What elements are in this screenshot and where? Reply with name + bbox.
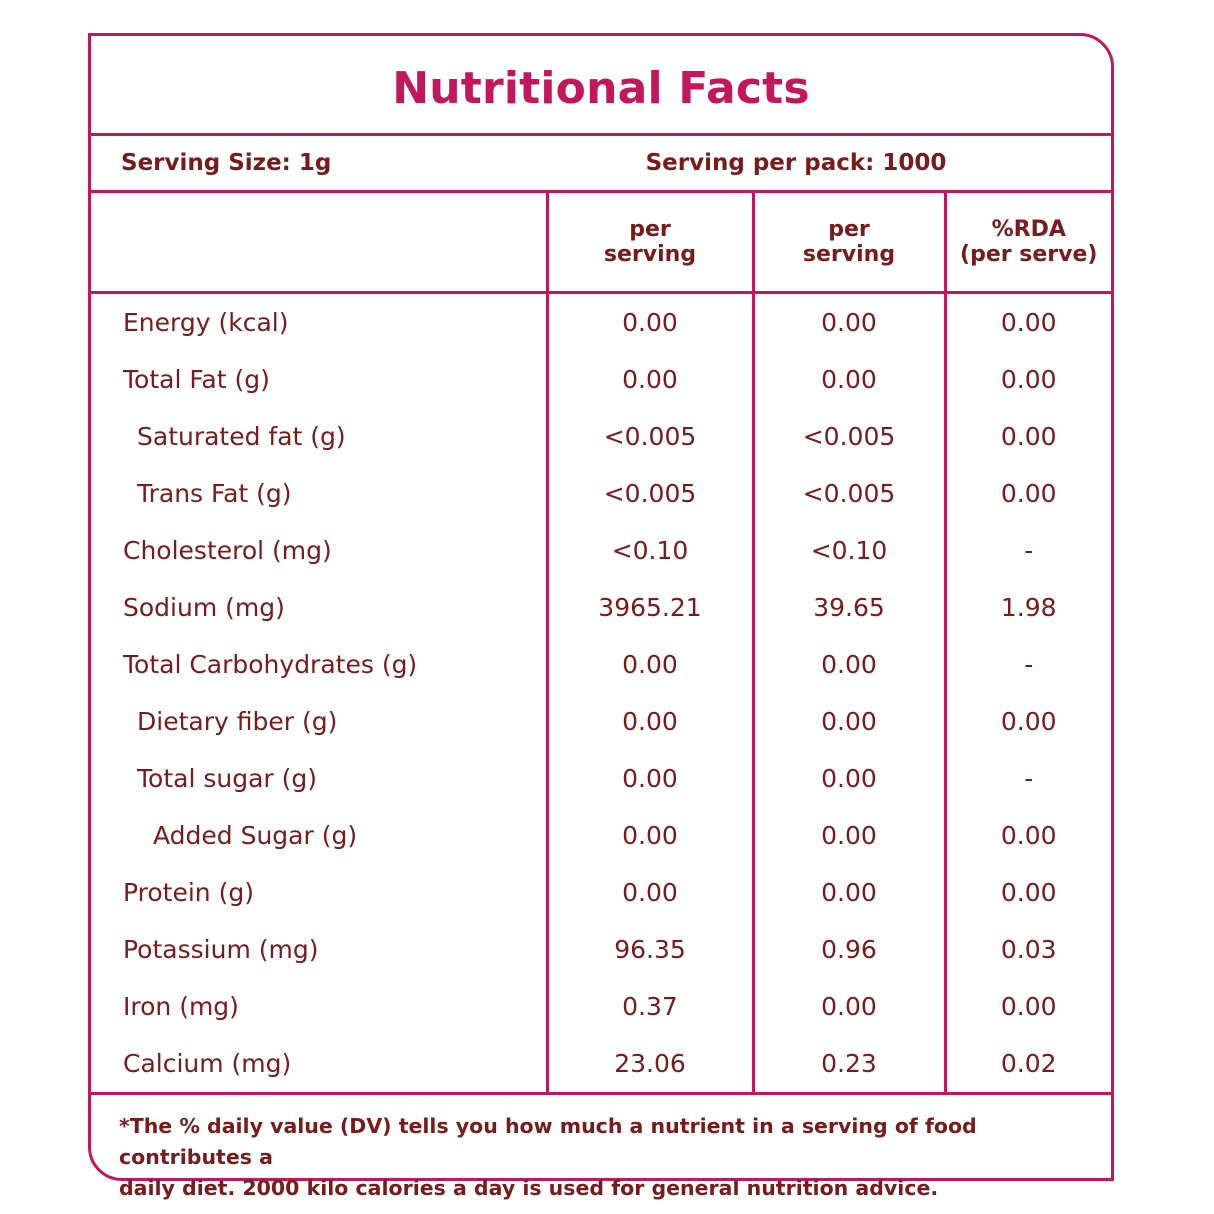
column-header-per-serving-2-line1: per — [828, 216, 870, 242]
nutrient-name: Protein (g) — [123, 878, 254, 907]
nutrient-per-serving-2: 0.96 — [753, 921, 945, 978]
nutrient-rda: 0.00 — [945, 693, 1111, 750]
nutrient-rda: 0.00 — [945, 465, 1111, 522]
table-row — [91, 408, 1111, 465]
table-row — [91, 750, 1111, 807]
nutrient-rda: 0.03 — [945, 921, 1111, 978]
table-row — [91, 864, 1111, 921]
nutrient-per-serving-2: 0.00 — [753, 864, 945, 921]
nutrition-table-body — [91, 293, 1111, 1093]
column-header-nutrient — [91, 193, 547, 293]
footnote-line-2: daily diet. 2000 kilo calories a day is used for general nutrition advice. — [119, 1175, 939, 1200]
table-row — [91, 636, 1111, 693]
column-header-per-serving-2-line2: serving — [802, 242, 896, 267]
column-header-per-serving-1-line2: serving — [603, 242, 697, 267]
table-row — [91, 921, 1111, 978]
nutrient-name: Iron (mg) — [123, 992, 239, 1021]
nutrient-rda: 0.00 — [945, 978, 1111, 1035]
nutrient-per-serving-1: 3965.21 — [547, 579, 753, 636]
nutrient-per-serving-1: <0.005 — [547, 408, 753, 465]
serving-info-row — [91, 133, 1111, 193]
serving-per-pack-label: Serving per pack: 1000 — [645, 150, 947, 176]
nutrient-per-serving-2: 0.00 — [753, 807, 945, 864]
nutrient-per-serving-2: 0.23 — [753, 1035, 945, 1092]
table-row — [91, 978, 1111, 1035]
nutrient-name: Sodium (mg) — [123, 593, 285, 622]
table-row — [91, 807, 1111, 864]
column-header-rda-line2: (per serve) — [960, 242, 1098, 267]
table-row — [91, 522, 1111, 579]
table-row — [91, 293, 1111, 352]
nutrient-per-serving-1: <0.005 — [547, 465, 753, 522]
nutrient-per-serving-1: 96.35 — [547, 921, 753, 978]
table-row — [91, 579, 1111, 636]
column-header-rda-line1: %RDA — [991, 216, 1066, 242]
nutrition-facts-panel — [88, 33, 1114, 1200]
nutrient-name: Energy (kcal) — [123, 308, 289, 337]
nutrient-rda: - — [945, 522, 1111, 579]
nutrient-name: Calcium (mg) — [123, 1049, 292, 1078]
nutrient-rda: 0.00 — [945, 408, 1111, 465]
serving-size-label: Serving Size: 1g — [121, 150, 332, 176]
nutrient-per-serving-2: 0.00 — [753, 293, 945, 352]
table-row — [91, 351, 1111, 408]
daily-value-footnote — [91, 1092, 1111, 1203]
nutrient-rda: 1.98 — [945, 579, 1111, 636]
nutrient-rda: 0.02 — [945, 1035, 1111, 1092]
nutrient-name: Total Carbohydrates (g) — [123, 650, 418, 679]
nutrient-rda: 0.00 — [945, 807, 1111, 864]
table-row — [91, 465, 1111, 522]
nutrient-name: Saturated fat (g) — [137, 422, 346, 451]
nutrient-per-serving-2: 0.00 — [753, 636, 945, 693]
nutrient-rda: 0.00 — [945, 864, 1111, 921]
nutrient-per-serving-2: 39.65 — [753, 579, 945, 636]
nutrient-per-serving-1: 0.00 — [547, 807, 753, 864]
nutrient-per-serving-1: 0.00 — [547, 750, 753, 807]
table-row — [91, 1035, 1111, 1092]
nutrient-name: Cholesterol (mg) — [123, 536, 332, 565]
column-header-rda — [945, 193, 1111, 293]
nutrient-per-serving-2: 0.00 — [753, 351, 945, 408]
nutrient-name: Added Sugar (g) — [153, 821, 358, 850]
column-header-per-serving-1-line1: per — [629, 216, 671, 242]
column-header-per-serving-1 — [547, 193, 753, 293]
nutrient-rda: 0.00 — [945, 293, 1111, 352]
nutrient-per-serving-2: 0.00 — [753, 693, 945, 750]
nutrient-name: Trans Fat (g) — [137, 479, 292, 508]
column-header-per-serving-2 — [753, 193, 945, 293]
nutrient-per-serving-1: <0.10 — [547, 522, 753, 579]
table-header-row — [91, 193, 1111, 293]
footnote-line-1: *The % daily value (DV) tells you how much a nutrient in a serving of food contributes a — [119, 1114, 977, 1169]
nutrient-name: Total Fat (g) — [123, 365, 270, 394]
nutrient-per-serving-1: 0.00 — [547, 864, 753, 921]
nutrient-rda: 0.00 — [945, 351, 1111, 408]
nutrient-name: Dietary fiber (g) — [137, 707, 338, 736]
nutrient-per-serving-1: 0.00 — [547, 693, 753, 750]
nutrient-per-serving-2: 0.00 — [753, 978, 945, 1035]
nutrient-name: Potassium (mg) — [123, 935, 319, 964]
nutrient-per-serving-1: 0.00 — [547, 293, 753, 352]
nutrient-rda: - — [945, 636, 1111, 693]
nutrient-per-serving-2: <0.005 — [753, 408, 945, 465]
nutrient-per-serving-2: 0.00 — [753, 750, 945, 807]
nutrient-per-serving-2: <0.005 — [753, 465, 945, 522]
nutrition-table — [91, 193, 1111, 1092]
nutrient-per-serving-1: 0.37 — [547, 978, 753, 1035]
nutrient-per-serving-2: <0.10 — [753, 522, 945, 579]
table-row — [91, 693, 1111, 750]
nutrient-name: Total sugar (g) — [137, 764, 317, 793]
nutrient-rda: - — [945, 750, 1111, 807]
nutrient-per-serving-1: 23.06 — [547, 1035, 753, 1092]
nutrient-per-serving-1: 0.00 — [547, 351, 753, 408]
page-title: Nutritional Facts — [392, 63, 810, 114]
nutrient-per-serving-1: 0.00 — [547, 636, 753, 693]
